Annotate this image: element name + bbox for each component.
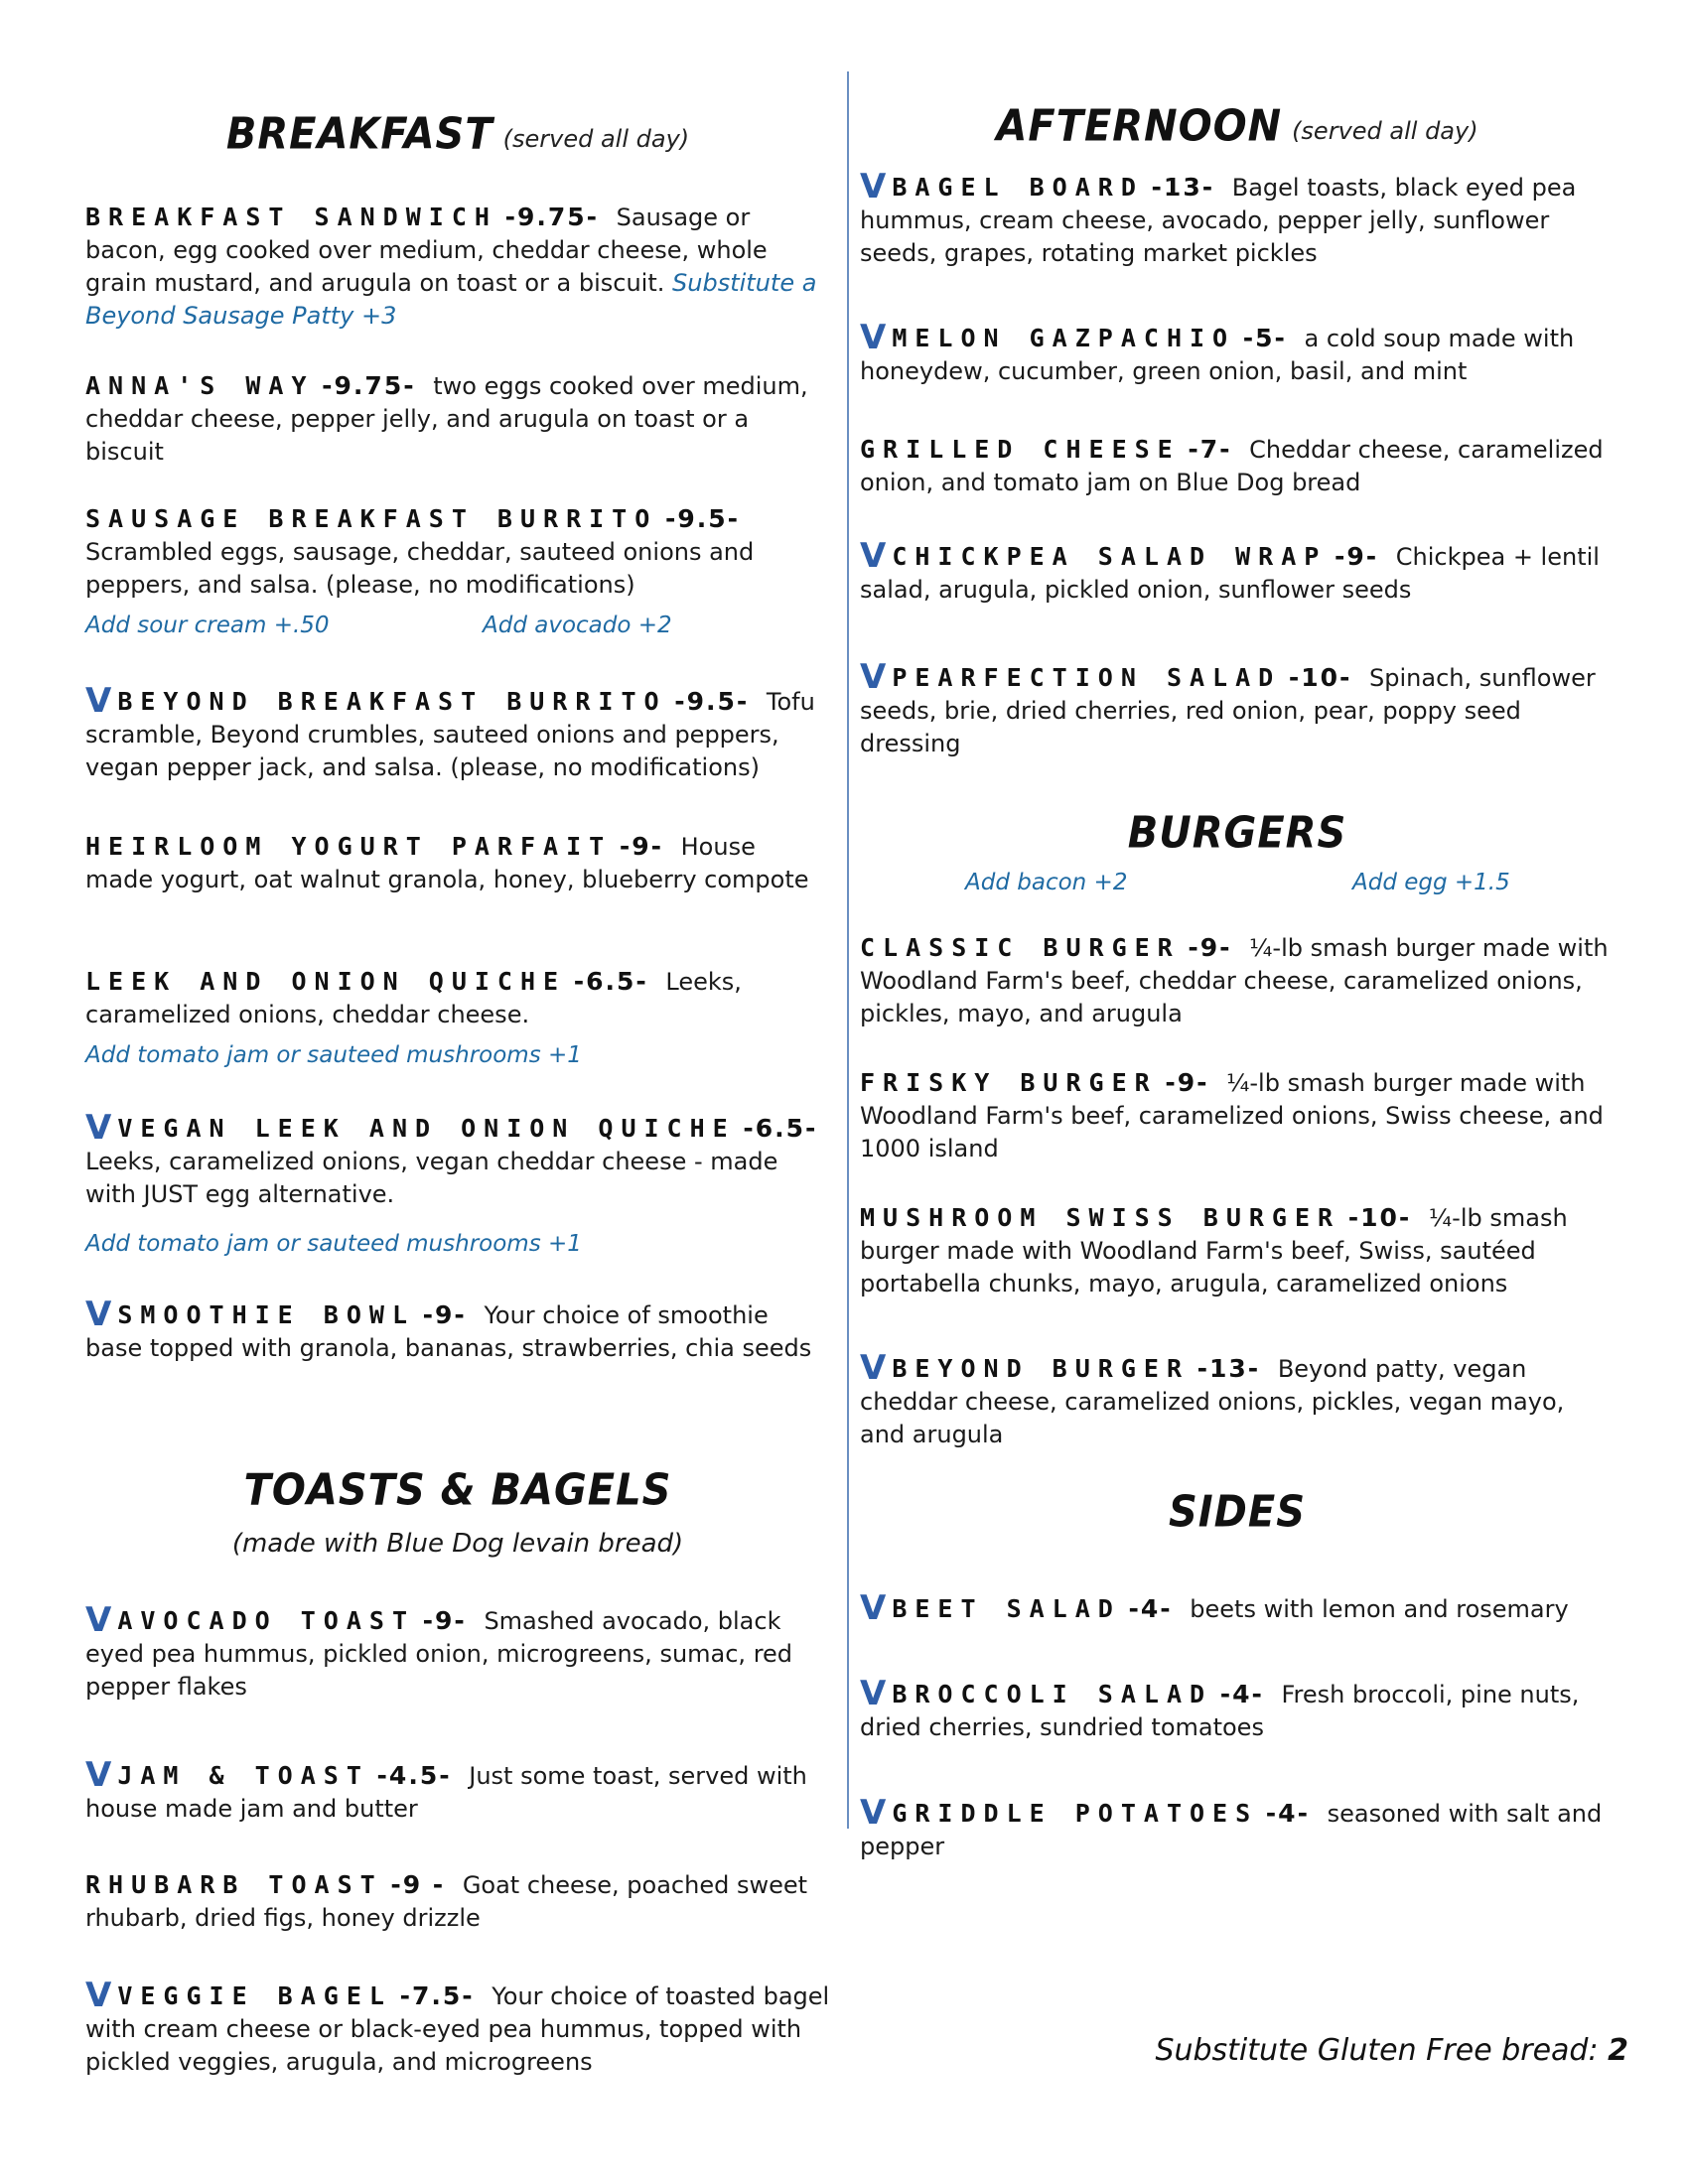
menu-item-rhubarb-toast [85,1868,830,1935]
item-description: seasoned with salt and pepper [860,1800,1603,1860]
item-description: beets with lemon and rosemary [1190,1595,1569,1623]
item-description: Smashed avocado, black eyed pea hummus, pickled onion, microgreens, sumac, red pepper flakes [85,1607,793,1701]
menu-item-smoothie-bowl [85,1295,830,1365]
vegan-badge: V [860,167,887,206]
vegan-badge: V [860,1348,887,1388]
menu-item-breakfast-sandwich [85,201,830,333]
item-description: Beyond patty, vegan cheddar cheese, caramelized onions, pickles, vegan mayo, and arugula [860,1355,1565,1448]
item-price: -9.75- [504,203,600,231]
burgers-heading [860,807,1615,859]
item-description: Goat cheese, poached sweet rhubarb, dried figs, honey drizzle [85,1871,808,1932]
item-description: Sausage or bacon, egg cooked over medium, cheddar cheese, whole grain mustard, and arugula on toast or a biscuit. [85,204,768,297]
menu-item-yogurt-parfait [85,830,830,896]
menu-item-classic-burger [860,931,1615,1030]
item-name: VEGGIE BAGEL [117,1981,392,2010]
menu-item-leek-onion-quiche [85,965,830,1031]
column-divider [847,71,849,1829]
item-name: PEARFECTION SALAD [892,663,1282,692]
afternoon-subtitle: (served all day) [1292,117,1478,145]
menu-item-beyond-breakfast-burrito [85,681,830,784]
item-description: Spinach, sunflower seeds, brie, dried cherries, red onion, pear, poppy seed dressing [860,664,1596,757]
menu-item-melon-gazpacho [860,318,1615,388]
item-name: GRIDDLE POTATOES [892,1799,1259,1828]
vegan-badge: V [85,681,112,721]
item-price: -13- [1196,1354,1261,1383]
vegan-badge: V [85,1755,112,1795]
item-description: Leeks, caramelized onions, cheddar cheese. [85,968,742,1028]
item-price: -9- [422,1300,467,1329]
vegan-badge: V [860,318,887,357]
item-name: CHICKPEA SALAD WRAP [892,542,1328,571]
item-price: -9- [1188,933,1232,962]
vegan-badge: V [85,1295,112,1334]
item-name: RHUBARB TOAST [85,1870,383,1899]
menu-item-frisky-burger [860,1066,1615,1165]
item-description: Tofu scramble, Beyond crumbles, sauteed onions and peppers, vegan pepper jack, and salsa. (please, no modifications) [85,688,815,781]
item-addon: Substitute a Beyond Sausage Patty +3 [85,269,817,330]
gluten-free-label: Substitute Gluten Free bread: [1155,2033,1599,2068]
item-description: ¼-lb smash burger made with Woodland Farm's beef, caramelized onions, Swiss cheese, and 1000 island [860,1069,1604,1162]
menu-item-beyond-burger [860,1348,1615,1451]
item-price: -10- [1288,663,1352,692]
addon-egg: Add egg +1.5 [1352,870,1510,895]
item-name: BEYOND BURGER [892,1354,1190,1383]
menu-item-vegan-quiche [85,1108,830,1211]
item-price: -4- [1265,1799,1310,1828]
toasts-subtitle: (made with Blue Dog levain bread) [231,1529,684,1559]
item-name: BAGEL BOARD [892,173,1144,202]
item-name: SAUSAGE BREAKFAST BURRITO [85,504,658,533]
item-name: VEGAN LEEK AND ONION QUICHE [117,1114,736,1143]
afternoon-heading [860,100,1615,152]
vegan-badge: V [860,1674,887,1713]
item-price: -9.5- [664,504,740,533]
vegan-badge: V [85,1108,112,1148]
item-description: two eggs cooked over medium, cheddar cheese, pepper jelly, and arugula on toast or a biscuit [85,372,808,466]
item-price: -6.5- [573,967,648,996]
menu-item-pearfection-salad [860,657,1615,760]
item-description: Fresh broccoli, pine nuts, dried cherries, sundried tomatoes [860,1681,1580,1741]
item-price: -10- [1347,1203,1412,1232]
breakfast-title: BREAKFAST [225,108,493,160]
item-name: AVOCADO TOAST [117,1606,415,1635]
item-price: -9 - [390,1870,446,1899]
toasts-title: TOASTS & BAGELS [243,1464,672,1516]
menu-item-avocado-toast [85,1600,830,1704]
item-description: House made yogurt, oat walnut granola, honey, blueberry compote [85,833,809,893]
item-price: -7- [1188,435,1232,464]
item-name: JAM & TOAST [117,1761,369,1790]
menu-item-jam-toast [85,1755,830,1826]
item-name: HEIRLOOM YOGURT PARFAIT [85,832,613,861]
addon-quiche-extras: Add tomato jam or sauteed mushrooms +1 [85,1042,582,1068]
menu-item-sausage-breakfast-burrito [85,502,830,602]
afternoon-title: AFTERNOON [996,100,1283,152]
item-description: Just some toast, served with house made jam and butter [85,1762,807,1823]
item-description: Chickpea + lentil salad, arugula, pickled onion, sunflower seeds [860,543,1600,604]
item-description: Bagel toasts, black eyed pea hummus, cream cheese, avocado, pepper jelly, sunflower seeds, grapes, rotating market pickles [860,174,1577,267]
item-description: Your choice of toasted bagel with cream cheese or black-eyed pea hummus, topped with pickled veggies, arugula, and microgreens [85,1982,830,2076]
item-description: Scrambled eggs, sausage, cheddar, sauteed onions and peppers, and salsa. (please, no modifications) [85,538,755,599]
item-price: -9- [619,832,663,861]
item-price: -4- [1128,1594,1173,1623]
item-price: -7.5- [399,1981,475,2010]
item-name: MUSHROOM SWISS BURGER [860,1203,1341,1232]
item-description: ¼-lb smash burger made with Woodland Farm's beef, cheddar cheese, caramelized onions, pickles, mayo, and arugula [860,934,1609,1027]
menu-item-broccoli-salad [860,1674,1615,1744]
menu-item-veggie-bagel [85,1976,830,2079]
item-name: ANNA'S WAY [85,371,315,400]
addon-sour-cream: Add sour cream +.50 [85,613,330,638]
vegan-badge: V [860,1588,887,1628]
item-description: ¼-lb smash burger made with Woodland Farm's beef, Swiss, sautéed portabella chunks, mayo, arugula, caramelized onions [860,1204,1568,1297]
menu-item-grilled-cheese [860,433,1615,499]
gluten-free-note [1155,2033,1628,2068]
item-name: BEET SALAD [892,1594,1121,1623]
menu-item-beet-salad [860,1588,1615,1628]
item-description: Leeks, caramelized onions, vegan cheddar cheese - made with JUST egg alternative. [85,1148,778,1208]
item-price: -4.5- [376,1761,452,1790]
addon-avocado: Add avocado +2 [483,613,672,638]
vegan-badge: V [860,1793,887,1833]
item-price: -13- [1151,173,1215,202]
item-price: -9- [1165,1068,1209,1097]
addon-vegan-quiche-extras: Add tomato jam or sauteed mushrooms +1 [85,1231,582,1257]
item-price: -6.5- [743,1114,818,1143]
item-name: BREAKFAST SANDWICH [85,203,497,231]
toasts-heading [85,1464,830,1516]
menu-item-bagel-board [860,167,1615,270]
item-name: FRISKY BURGER [860,1068,1158,1097]
item-description: a cold soup made with honeydew, cucumber, green onion, basil, and mint [860,325,1575,385]
item-name: GRILLED CHEESE [860,435,1181,464]
menu-item-chickpea-wrap [860,536,1615,607]
item-price: -5- [1242,324,1287,352]
item-name: LEEK AND ONION QUICHE [85,967,567,996]
item-price: -9.5- [674,687,750,716]
addon-bacon: Add bacon +2 [965,870,1128,895]
breakfast-subtitle: (served all day) [502,125,690,153]
vegan-badge: V [85,1976,112,2015]
burgers-title: BURGERS [1127,807,1347,859]
item-price: -9.75- [322,371,416,400]
gluten-free-price: 2 [1608,2033,1628,2068]
sides-heading [860,1486,1615,1538]
sides-title: SIDES [1168,1486,1307,1538]
item-description: Your choice of smoothie base topped with granola, bananas, strawberries, chia seeds [85,1301,812,1362]
breakfast-heading [85,108,830,160]
item-price: -4- [1219,1680,1264,1708]
item-name: BEYOND BREAKFAST BURRITO [117,687,667,716]
item-name: CLASSIC BURGER [860,933,1181,962]
item-name: BROCCOLI SALAD [892,1680,1213,1708]
vegan-badge: V [860,536,887,576]
menu-item-mushroom-swiss-burger [860,1201,1615,1300]
menu-item-griddle-potatoes [860,1793,1615,1863]
menu-item-annas-way [85,369,830,469]
vegan-badge: V [860,657,887,697]
item-price: -9- [1334,542,1379,571]
vegan-badge: V [85,1600,112,1640]
item-price: -9- [422,1606,467,1635]
item-name: SMOOTHIE BOWL [117,1300,415,1329]
item-name: MELON GAZPACHIO [892,324,1236,352]
item-description: Cheddar cheese, caramelized onion, and tomato jam on Blue Dog bread [860,436,1604,496]
